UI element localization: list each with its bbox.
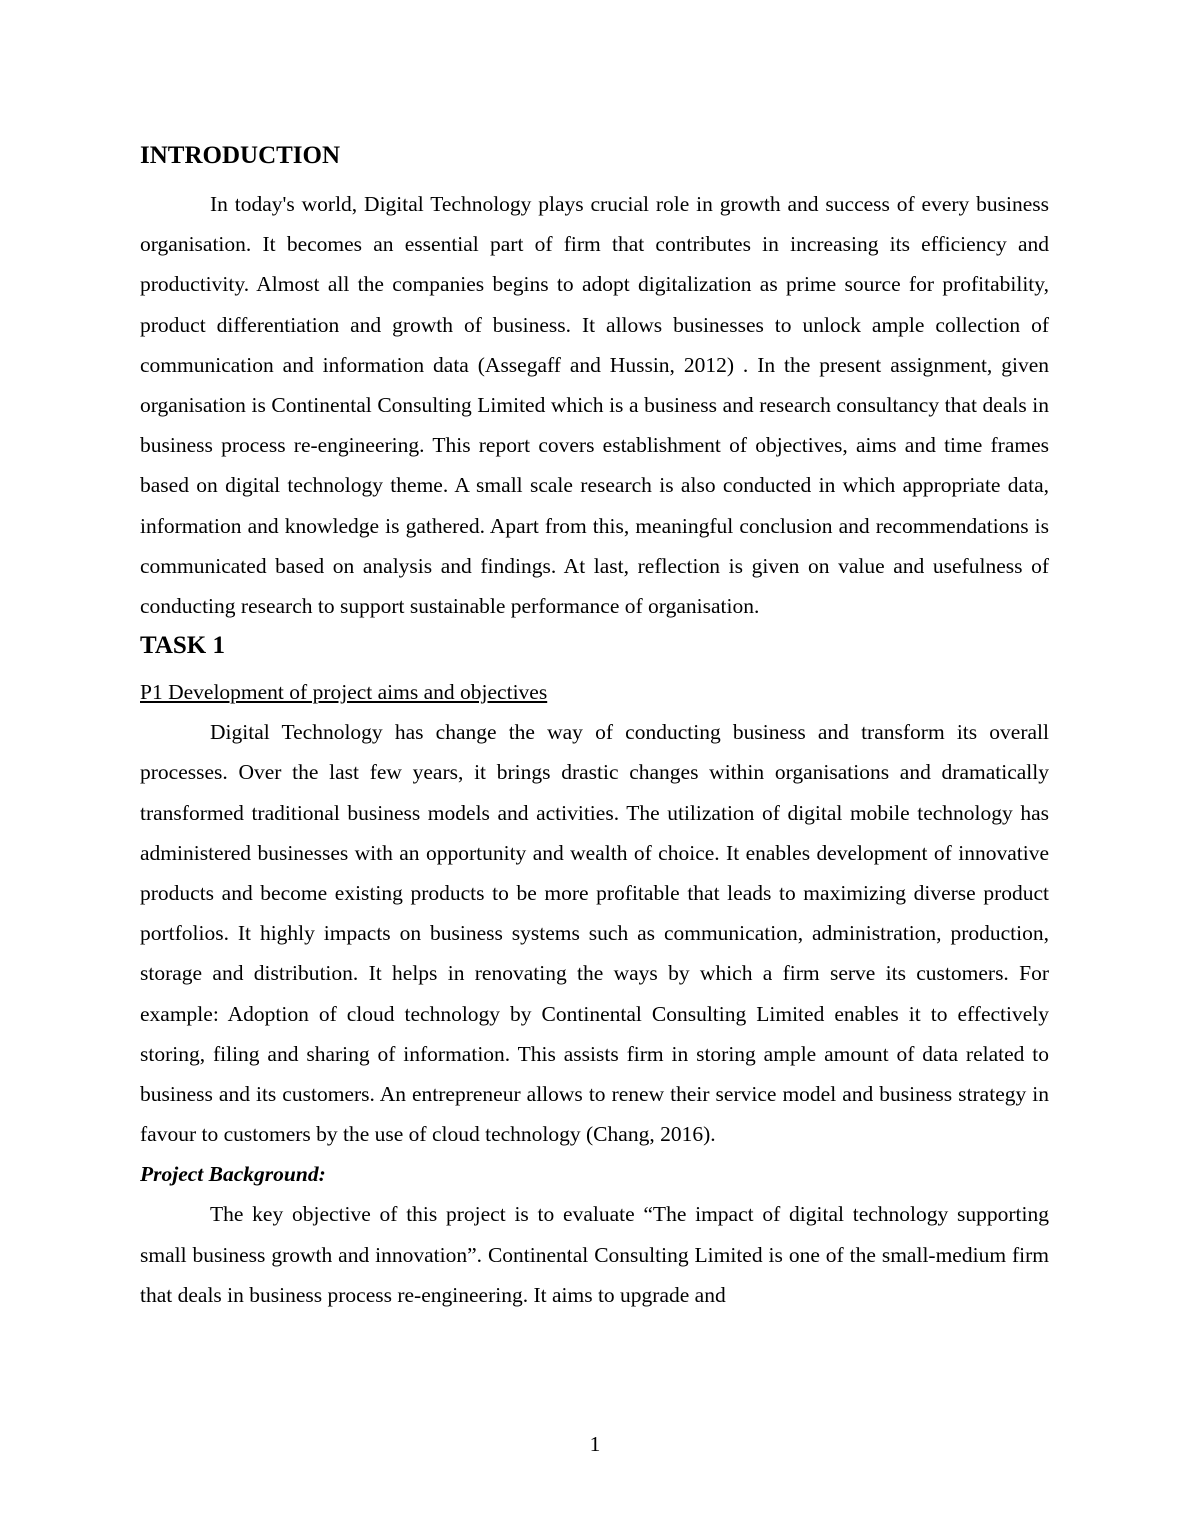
introduction-heading: INTRODUCTION	[140, 142, 341, 169]
project-background-subheading: Project Background:	[140, 1162, 326, 1187]
task-heading: TASK 1	[140, 632, 225, 660]
project-background-paragraph: The key objective of this project is to evaluate “The impact of digital technology supporting small business growth and innovation”. Continental Consulting Limited is one of the small-medium firm that deals in business process re-engineering. It aims to upgrade and	[140, 1202, 1049, 1307]
p1-subheading: P1 Development of project aims and objectives	[140, 680, 548, 705]
p1-paragraph: Digital Technology has change the way of conducting business and transform its overall processes. Over the last few years, it brings drastic changes within organisations and dramatically transformed traditional business models and activities. The utilization of digital mobile technology has administered businesses with an opportunity and wealth of choice. It enables development of innovative products and become existing products to be more profitable that leads to maximizing diverse product portfolios. It highly impacts on business systems such as communication, administration, production, storage and distribution. It helps in renovating the ways by which a firm serve its customers. For example: Adoption of cloud technology by Continental Consulting Limited enables it to effectively storing, filing and sharing of information. This assists firm in storing ample amount of data related to business and its customers. An entrepreneur allows to renew their service model and business strategy in favour to customers by the use of cloud technology (Chang, 2016).	[140, 720, 1049, 1147]
page-number: 1	[589, 1432, 601, 1456]
document-page	[140, 138, 1049, 1315]
introduction-paragraph: In today's world, Digital Technology plays crucial role in growth and success of every business organisation. It becomes an essential part of firm that contributes in increasing its efficiency and productivity. Almost all the companies begins to adopt digitalization as prime source for profitability, product differentiation and growth of business. It allows businesses to unlock ample collection of communication and information data (Assegaff and Hussin, 2012) . In the present assignment, given organisation is Continental Consulting Limited which is a business and research consultancy that deals in business process re-engineering. This report covers establishment of objectives, aims and time frames based on digital technology theme. A small scale research is also conducted in which appropriate data, information and knowledge is gathered. Apart from this, meaningful conclusion and recommendations is communicated based on analysis and findings. At last, reflection is given on value and usefulness of conducting research to support sustainable performance of organisation.	[140, 192, 1049, 619]
